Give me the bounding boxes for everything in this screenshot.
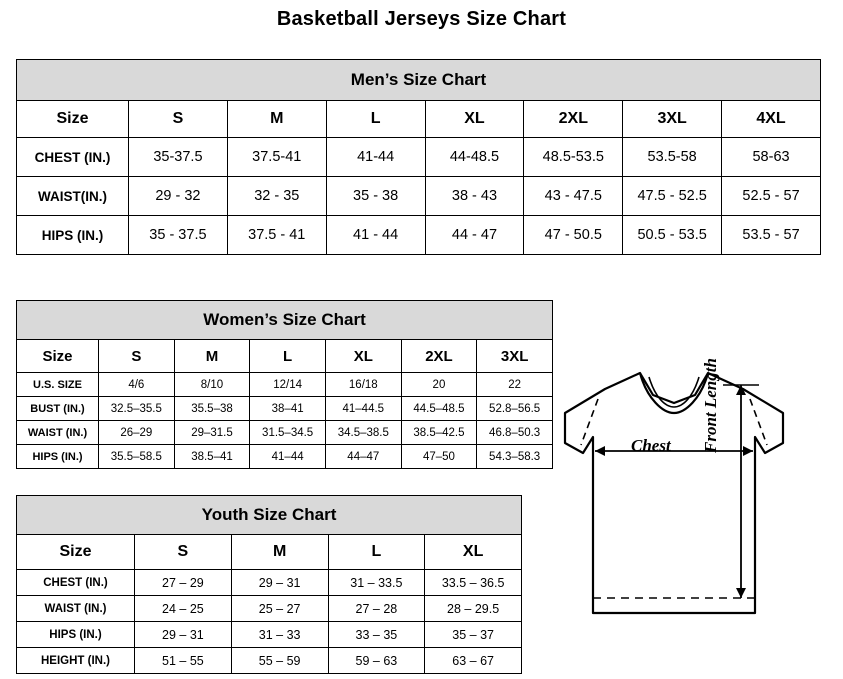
table-cell: 38 - 43 bbox=[425, 177, 524, 216]
table-cell: 47 - 50.5 bbox=[524, 216, 623, 255]
column-header: XL bbox=[425, 101, 524, 138]
row-label: WAIST (IN.) bbox=[17, 421, 99, 445]
table-row bbox=[17, 445, 553, 469]
table-cell: 35 - 37.5 bbox=[129, 216, 228, 255]
table-cell: 28 – 29.5 bbox=[425, 596, 522, 622]
column-header: L bbox=[250, 340, 326, 373]
table-cell: 50.5 - 53.5 bbox=[623, 216, 722, 255]
column-header: 2XL bbox=[401, 340, 477, 373]
column-header: 3XL bbox=[477, 340, 553, 373]
youth-chart-caption: Youth Size Chart bbox=[17, 496, 522, 535]
table-cell: 41–44.5 bbox=[325, 397, 401, 421]
table-cell: 47.5 - 52.5 bbox=[623, 177, 722, 216]
table-row bbox=[17, 216, 821, 255]
column-header: L bbox=[326, 101, 425, 138]
table-caption-row bbox=[17, 496, 522, 535]
table-cell: 52.8–56.5 bbox=[477, 397, 553, 421]
table-row bbox=[17, 648, 522, 674]
table-cell: 27 – 28 bbox=[328, 596, 425, 622]
row-label: WAIST (IN.) bbox=[17, 596, 135, 622]
table-cell: 53.5-58 bbox=[623, 138, 722, 177]
row-label: CHEST (IN.) bbox=[17, 570, 135, 596]
womens-chart-caption: Women’s Size Chart bbox=[17, 301, 553, 340]
column-header: M bbox=[174, 340, 250, 373]
table-cell: 33.5 – 36.5 bbox=[425, 570, 522, 596]
table-row bbox=[17, 421, 553, 445]
table-cell: 44-48.5 bbox=[425, 138, 524, 177]
table-cell: 52.5 - 57 bbox=[722, 177, 821, 216]
chest-measure-label: Chest bbox=[631, 436, 671, 455]
column-header: M bbox=[231, 535, 328, 570]
front-length-measure-label: Front Length bbox=[701, 358, 720, 453]
table-cell: 31.5–34.5 bbox=[250, 421, 326, 445]
column-header: Size bbox=[17, 340, 99, 373]
table-cell: 35-37.5 bbox=[129, 138, 228, 177]
table-header-row bbox=[17, 101, 821, 138]
table-cell: 38–41 bbox=[250, 397, 326, 421]
table-cell: 25 – 27 bbox=[231, 596, 328, 622]
table-cell: 33 – 35 bbox=[328, 622, 425, 648]
row-label: HIPS (IN.) bbox=[17, 622, 135, 648]
table-cell: 63 – 67 bbox=[425, 648, 522, 674]
table-cell: 4/6 bbox=[99, 373, 175, 397]
table-cell: 48.5-53.5 bbox=[524, 138, 623, 177]
table-row bbox=[17, 177, 821, 216]
row-label: CHEST (IN.) bbox=[17, 138, 129, 177]
table-cell: 47–50 bbox=[401, 445, 477, 469]
table-cell: 12/14 bbox=[250, 373, 326, 397]
table-cell: 53.5 - 57 bbox=[722, 216, 821, 255]
table-cell: 29–31.5 bbox=[174, 421, 250, 445]
column-header: Size bbox=[17, 535, 135, 570]
column-header: Size bbox=[17, 101, 129, 138]
table-cell: 37.5-41 bbox=[227, 138, 326, 177]
table-cell: 43 - 47.5 bbox=[524, 177, 623, 216]
table-cell: 38.5–42.5 bbox=[401, 421, 477, 445]
table-cell: 41-44 bbox=[326, 138, 425, 177]
table-cell: 29 – 31 bbox=[135, 622, 232, 648]
column-header: S bbox=[99, 340, 175, 373]
table-cell: 41 - 44 bbox=[326, 216, 425, 255]
table-row bbox=[17, 373, 553, 397]
table-cell: 35.5–58.5 bbox=[99, 445, 175, 469]
table-cell: 34.5–38.5 bbox=[325, 421, 401, 445]
table-cell: 32 - 35 bbox=[227, 177, 326, 216]
table-row bbox=[17, 397, 553, 421]
row-label: WAIST(IN.) bbox=[17, 177, 129, 216]
table-cell: 44.5–48.5 bbox=[401, 397, 477, 421]
table-caption-row bbox=[17, 60, 821, 101]
table-cell: 55 – 59 bbox=[231, 648, 328, 674]
table-row bbox=[17, 138, 821, 177]
jersey-outline bbox=[565, 373, 783, 613]
table-cell: 31 – 33.5 bbox=[328, 570, 425, 596]
table-cell: 8/10 bbox=[174, 373, 250, 397]
table-cell: 20 bbox=[401, 373, 477, 397]
table-cell: 37.5 - 41 bbox=[227, 216, 326, 255]
table-cell: 44 - 47 bbox=[425, 216, 524, 255]
column-header: 3XL bbox=[623, 101, 722, 138]
table-cell: 29 - 32 bbox=[129, 177, 228, 216]
column-header: S bbox=[135, 535, 232, 570]
column-header: S bbox=[129, 101, 228, 138]
mens-size-chart-section bbox=[16, 59, 821, 255]
table-row bbox=[17, 596, 522, 622]
table-cell: 46.8–50.3 bbox=[477, 421, 553, 445]
table-row bbox=[17, 622, 522, 648]
row-label: HIPS (IN.) bbox=[17, 216, 129, 255]
column-header: M bbox=[227, 101, 326, 138]
table-cell: 35 - 38 bbox=[326, 177, 425, 216]
womens-size-chart-section bbox=[16, 300, 553, 469]
table-cell: 24 – 25 bbox=[135, 596, 232, 622]
column-header: XL bbox=[425, 535, 522, 570]
youth-size-chart-table bbox=[16, 495, 522, 674]
row-label: HIPS (IN.) bbox=[17, 445, 99, 469]
column-header: 4XL bbox=[722, 101, 821, 138]
table-cell: 32.5–35.5 bbox=[99, 397, 175, 421]
table-caption-row bbox=[17, 301, 553, 340]
column-header: XL bbox=[325, 340, 401, 373]
table-cell: 38.5–41 bbox=[174, 445, 250, 469]
table-cell: 41–44 bbox=[250, 445, 326, 469]
row-label: BUST (IN.) bbox=[17, 397, 99, 421]
table-cell: 58-63 bbox=[722, 138, 821, 177]
mens-size-chart-table bbox=[16, 59, 821, 255]
table-cell: 16/18 bbox=[325, 373, 401, 397]
row-label: HEIGHT (IN.) bbox=[17, 648, 135, 674]
table-header-row bbox=[17, 340, 553, 373]
table-cell: 29 – 31 bbox=[231, 570, 328, 596]
row-label: U.S. SIZE bbox=[17, 373, 99, 397]
table-row bbox=[17, 570, 522, 596]
table-cell: 54.3–58.3 bbox=[477, 445, 553, 469]
table-cell: 51 – 55 bbox=[135, 648, 232, 674]
table-cell: 59 – 63 bbox=[328, 648, 425, 674]
table-cell: 35.5–38 bbox=[174, 397, 250, 421]
page-title: Basketball Jerseys Size Chart bbox=[276, 8, 567, 30]
table-cell: 31 – 33 bbox=[231, 622, 328, 648]
jersey-measurement-diagram bbox=[545, 355, 835, 665]
mens-chart-caption: Men’s Size Chart bbox=[17, 60, 821, 101]
table-header-row bbox=[17, 535, 522, 570]
youth-size-chart-section bbox=[16, 495, 522, 674]
table-cell: 26–29 bbox=[99, 421, 175, 445]
table-cell: 35 – 37 bbox=[425, 622, 522, 648]
table-cell: 44–47 bbox=[325, 445, 401, 469]
table-cell: 27 – 29 bbox=[135, 570, 232, 596]
womens-size-chart-table bbox=[16, 300, 553, 469]
jersey-illustration-icon bbox=[545, 355, 835, 665]
table-cell: 22 bbox=[477, 373, 553, 397]
column-header: L bbox=[328, 535, 425, 570]
column-header: 2XL bbox=[524, 101, 623, 138]
